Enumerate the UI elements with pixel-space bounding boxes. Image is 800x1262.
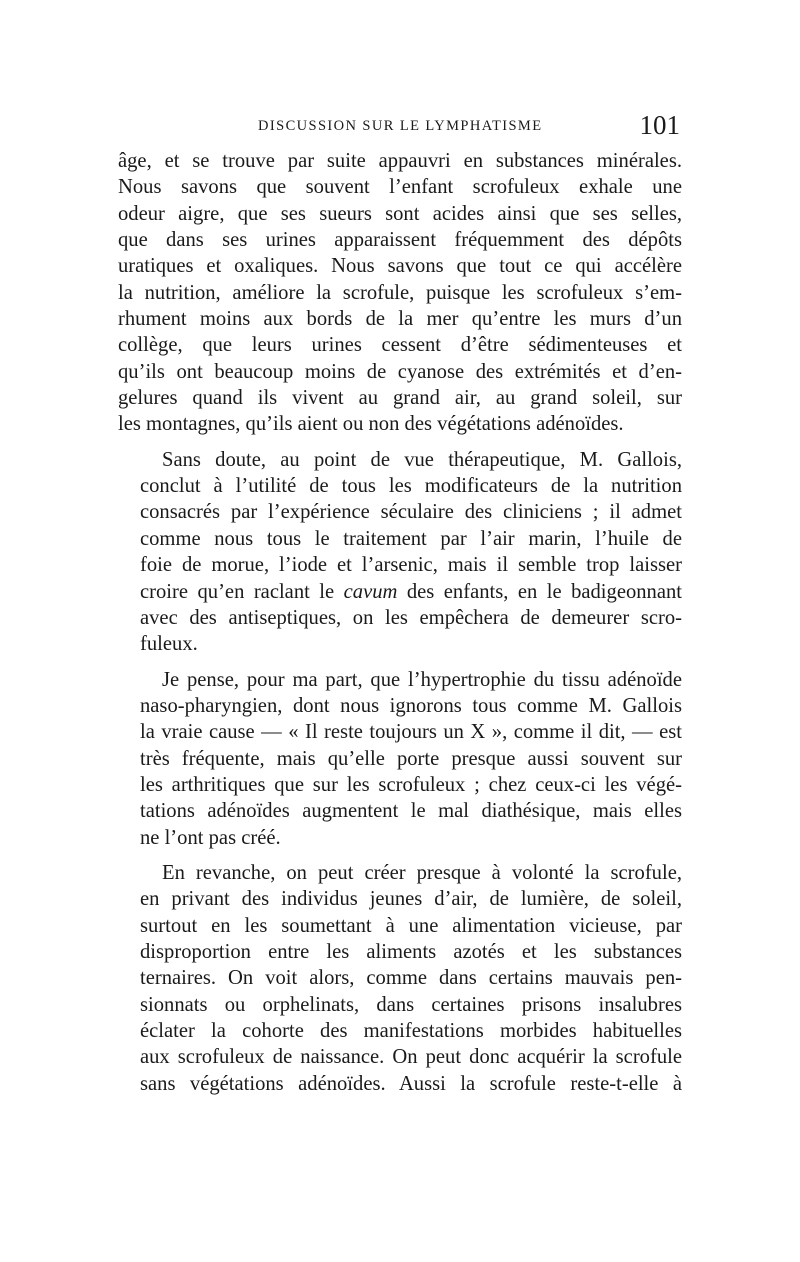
text-line: éclater la cohorte des manifestations morbides habituelles: [140, 1020, 682, 1042]
text-line: sans végétations adénoïdes. Aussi la scrofule reste-t-elle à: [140, 1072, 682, 1095]
text-line: avec des antiseptiques, on les empêchera de demeurer scro-: [140, 606, 682, 629]
italic-term-cavum: cavum: [343, 580, 398, 603]
text-line: les montagnes, qu’ils aient ou non des végétations adénoïdes.: [118, 413, 624, 436]
text-line: la vraie cause — « Il reste toujours un X », comme il dit, — est: [140, 721, 682, 744]
text-line: rhument moins aux bords de la mer qu’entre les murs d’un: [118, 308, 682, 331]
paragraph-1: [118, 148, 682, 438]
text-line: comme nous tous le traitement par l’air marin, l’huile de: [140, 527, 682, 550]
text-line: les arthritiques que sur les scrofuleux ; chez ceux-ci les végé-: [140, 773, 682, 796]
text-line: odeur aigre, que ses sueurs sont acides ainsi que ses selles,: [118, 202, 682, 225]
text-line: sionnats ou orphelinats, dans certaines prisons insalubres: [140, 993, 682, 1016]
text-line: naso-pharyngien, dont nous ignorons tous comme M. Gallois: [140, 694, 682, 717]
text-line: uratiques et oxaliques. Nous savons que tout ce qui accélère: [118, 255, 682, 278]
running-head: [118, 108, 682, 148]
text-line: consacrés par l’expérience séculaire des cliniciens ; il admet: [140, 501, 682, 524]
text-line: collège, que leurs urines cessent d’être sédimenteuses et: [118, 334, 682, 357]
text-line: conclut à l’utilité de tous les modificateurs de la nutrition: [140, 475, 682, 498]
text-line: âge, et se trouve par suite appauvri en substances minérales.: [118, 150, 682, 172]
body-text: [118, 148, 682, 1097]
text-line: très fréquente, mais qu’elle porte presque aussi souvent sur: [140, 747, 682, 770]
paragraph-4: [118, 860, 682, 1097]
text-line: qu’ils ont beaucoup moins de cyanose des extrémités et d’en-: [118, 360, 682, 383]
book-page: [118, 108, 682, 1106]
text-segment: croire qu’en raclant le: [140, 580, 335, 603]
text-line: gelures quand ils vivent au grand air, au grand soleil, sur: [118, 387, 682, 410]
text-line: aux scrofuleux de naissance. On peut donc acquérir la scrofule: [140, 1046, 682, 1069]
text-line: fuleux.: [140, 633, 198, 656]
text-line: Je pense, pour ma part, que l’hypertrophie du tissu adénoïde: [162, 668, 682, 691]
text-segment: des enfants, en le badigeonnant: [406, 580, 683, 603]
paragraph-2: [118, 447, 682, 658]
text-line: disproportion entre les aliments azotés et les substances: [140, 940, 682, 963]
running-title: DISCUSSION SUR LE LYMPHATISME: [258, 118, 543, 134]
paragraph-3: [118, 667, 682, 851]
page-number: 101: [639, 110, 680, 140]
text-line: surtout en les soumettant à une alimentation vicieuse, par: [140, 914, 682, 937]
text-line: ternaires. On voit alors, comme dans certains mauvais pen-: [140, 967, 682, 990]
text-line: Sans doute, au point de vue thérapeutique, M. Gallois,: [162, 448, 682, 471]
text-line: ne l’ont pas créé.: [140, 826, 281, 849]
text-line: en privant des individus jeunes d’air, de lumière, de soleil,: [140, 888, 682, 911]
text-line: Nous savons que souvent l’enfant scrofuleux exhale une: [118, 176, 682, 199]
text-line: que dans ses urines apparaissent fréquemment des dépôts: [118, 229, 682, 252]
text-line: foie de morue, l’iode et l’arsenic, mais il semble trop laisser: [140, 554, 682, 577]
text-line: la nutrition, améliore la scrofule, puisque les scrofuleux s’em-: [118, 281, 682, 304]
text-line: tations adénoïdes augmentent le mal diathésique, mais elles: [140, 800, 682, 823]
text-line-with-italic: [118, 579, 682, 605]
text-line: En revanche, on peut créer presque à volonté la scrofule,: [162, 861, 682, 884]
